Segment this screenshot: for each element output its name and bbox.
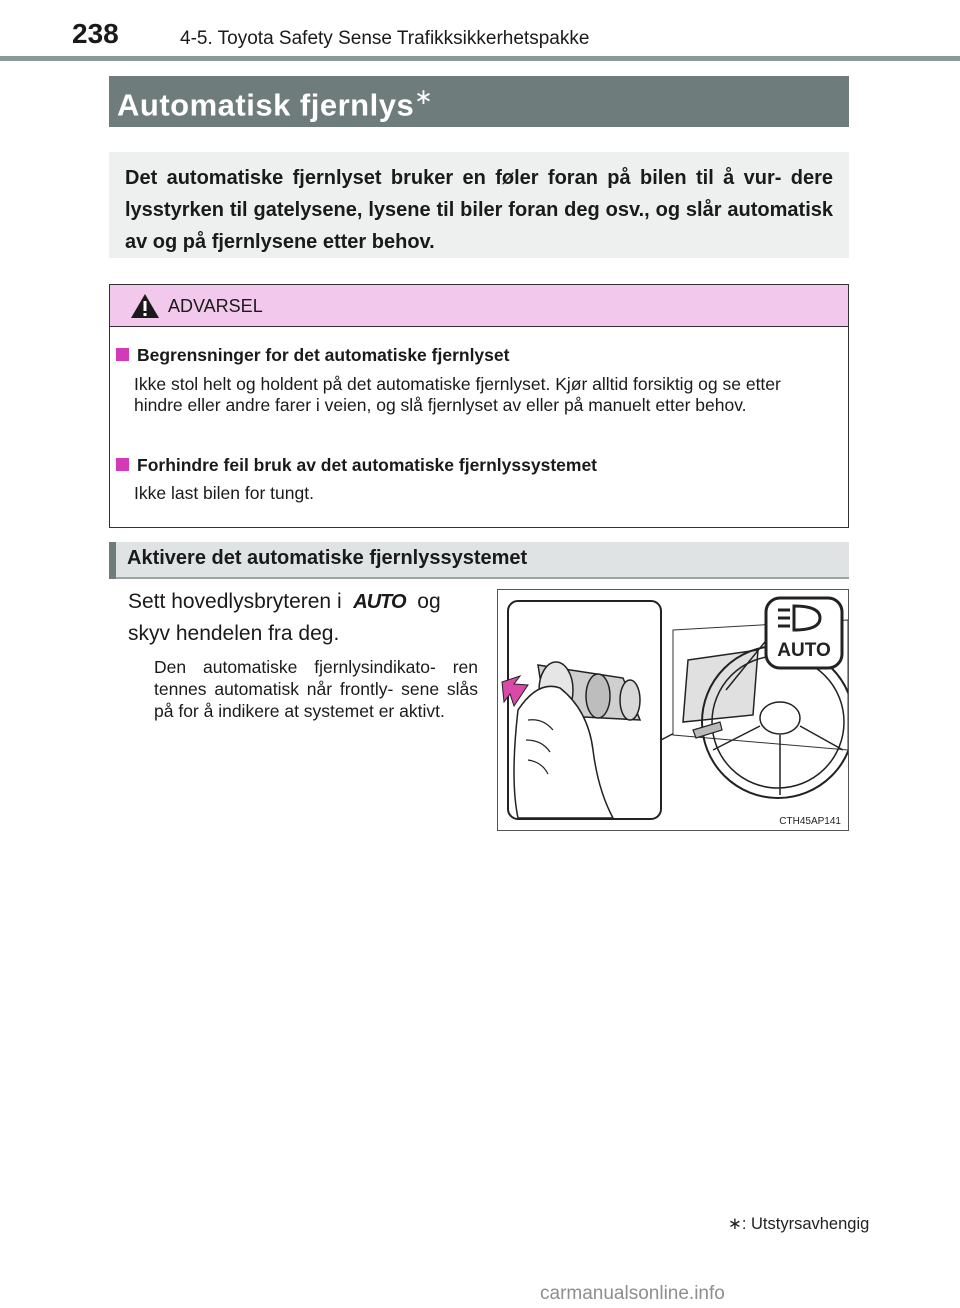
subsection-title: Aktivere det automatiske fjernlyssystemet — [127, 547, 528, 569]
intro-box — [109, 152, 849, 258]
figure-code: CTH45AP141 — [779, 816, 841, 827]
warning-box — [109, 284, 849, 528]
warning-header — [110, 285, 848, 327]
section-title-bar — [109, 76, 849, 127]
warning-item-body: Ikke last bilen for tungt. — [134, 483, 314, 503]
intro-text: Det automatiske fjernlyset bruker en føler foran på bilen til å vur- dere lysstyrken til gatelysene, lysene til biler foran deg osv., og slår automatisk av og på fjernlysene etter behov. — [125, 167, 833, 253]
page-number: 238 — [72, 18, 119, 49]
page-title — [117, 84, 433, 123]
warning-item-body: Ikke stol helt og holdent på det automatiske fjernlyset. Kjør alltid forsiktig og se etter hindre eller andre farer i veien, og slå fjernlyset av eller på manuelt etter behov. — [134, 374, 781, 415]
footnote: ∗: Utstyrsavhengig — [728, 1215, 870, 1233]
subsection-accent — [109, 542, 116, 579]
chapter-title: 4-5. Toyota Safety Sense Trafikksikkerhetspakke — [180, 28, 590, 49]
step-text-before: Sett hovedlysbryteren i — [128, 590, 342, 613]
subsection-bar — [109, 542, 849, 579]
warning-item-title-text: Forhindre feil bruk av det automatiske fjernlyssystemet — [137, 455, 598, 475]
warning-title: ADVARSEL — [168, 296, 263, 316]
auto-badge-text: AUTO — [777, 640, 831, 661]
warning-item-title — [116, 455, 597, 476]
square-bullet-icon — [116, 458, 129, 471]
page-title-text: Automatisk fjernlys — [117, 87, 415, 123]
square-bullet-icon — [116, 348, 129, 361]
warning-item-title-text: Begrensninger for det automatiske fjernlyset — [137, 345, 510, 365]
step-text-after: og skyv hendelen fra deg. — [128, 590, 441, 645]
step-description: Den automatiske fjernlysindikato- ren tennes automatisk når frontly- sene slås på for å indikere at systemet er aktivt. — [154, 657, 478, 721]
footnote-mark: ∗ — [414, 84, 434, 109]
step-instruction — [128, 586, 478, 649]
warning-triangle-icon — [130, 293, 160, 319]
auto-symbol: AUTO — [353, 591, 406, 613]
header-rule — [0, 56, 960, 61]
watermark-text: carmanualsonline.info — [540, 1283, 725, 1304]
illustration-figure — [497, 589, 849, 831]
warning-item-title — [116, 345, 509, 366]
headlight-lever-illustration — [498, 590, 848, 830]
